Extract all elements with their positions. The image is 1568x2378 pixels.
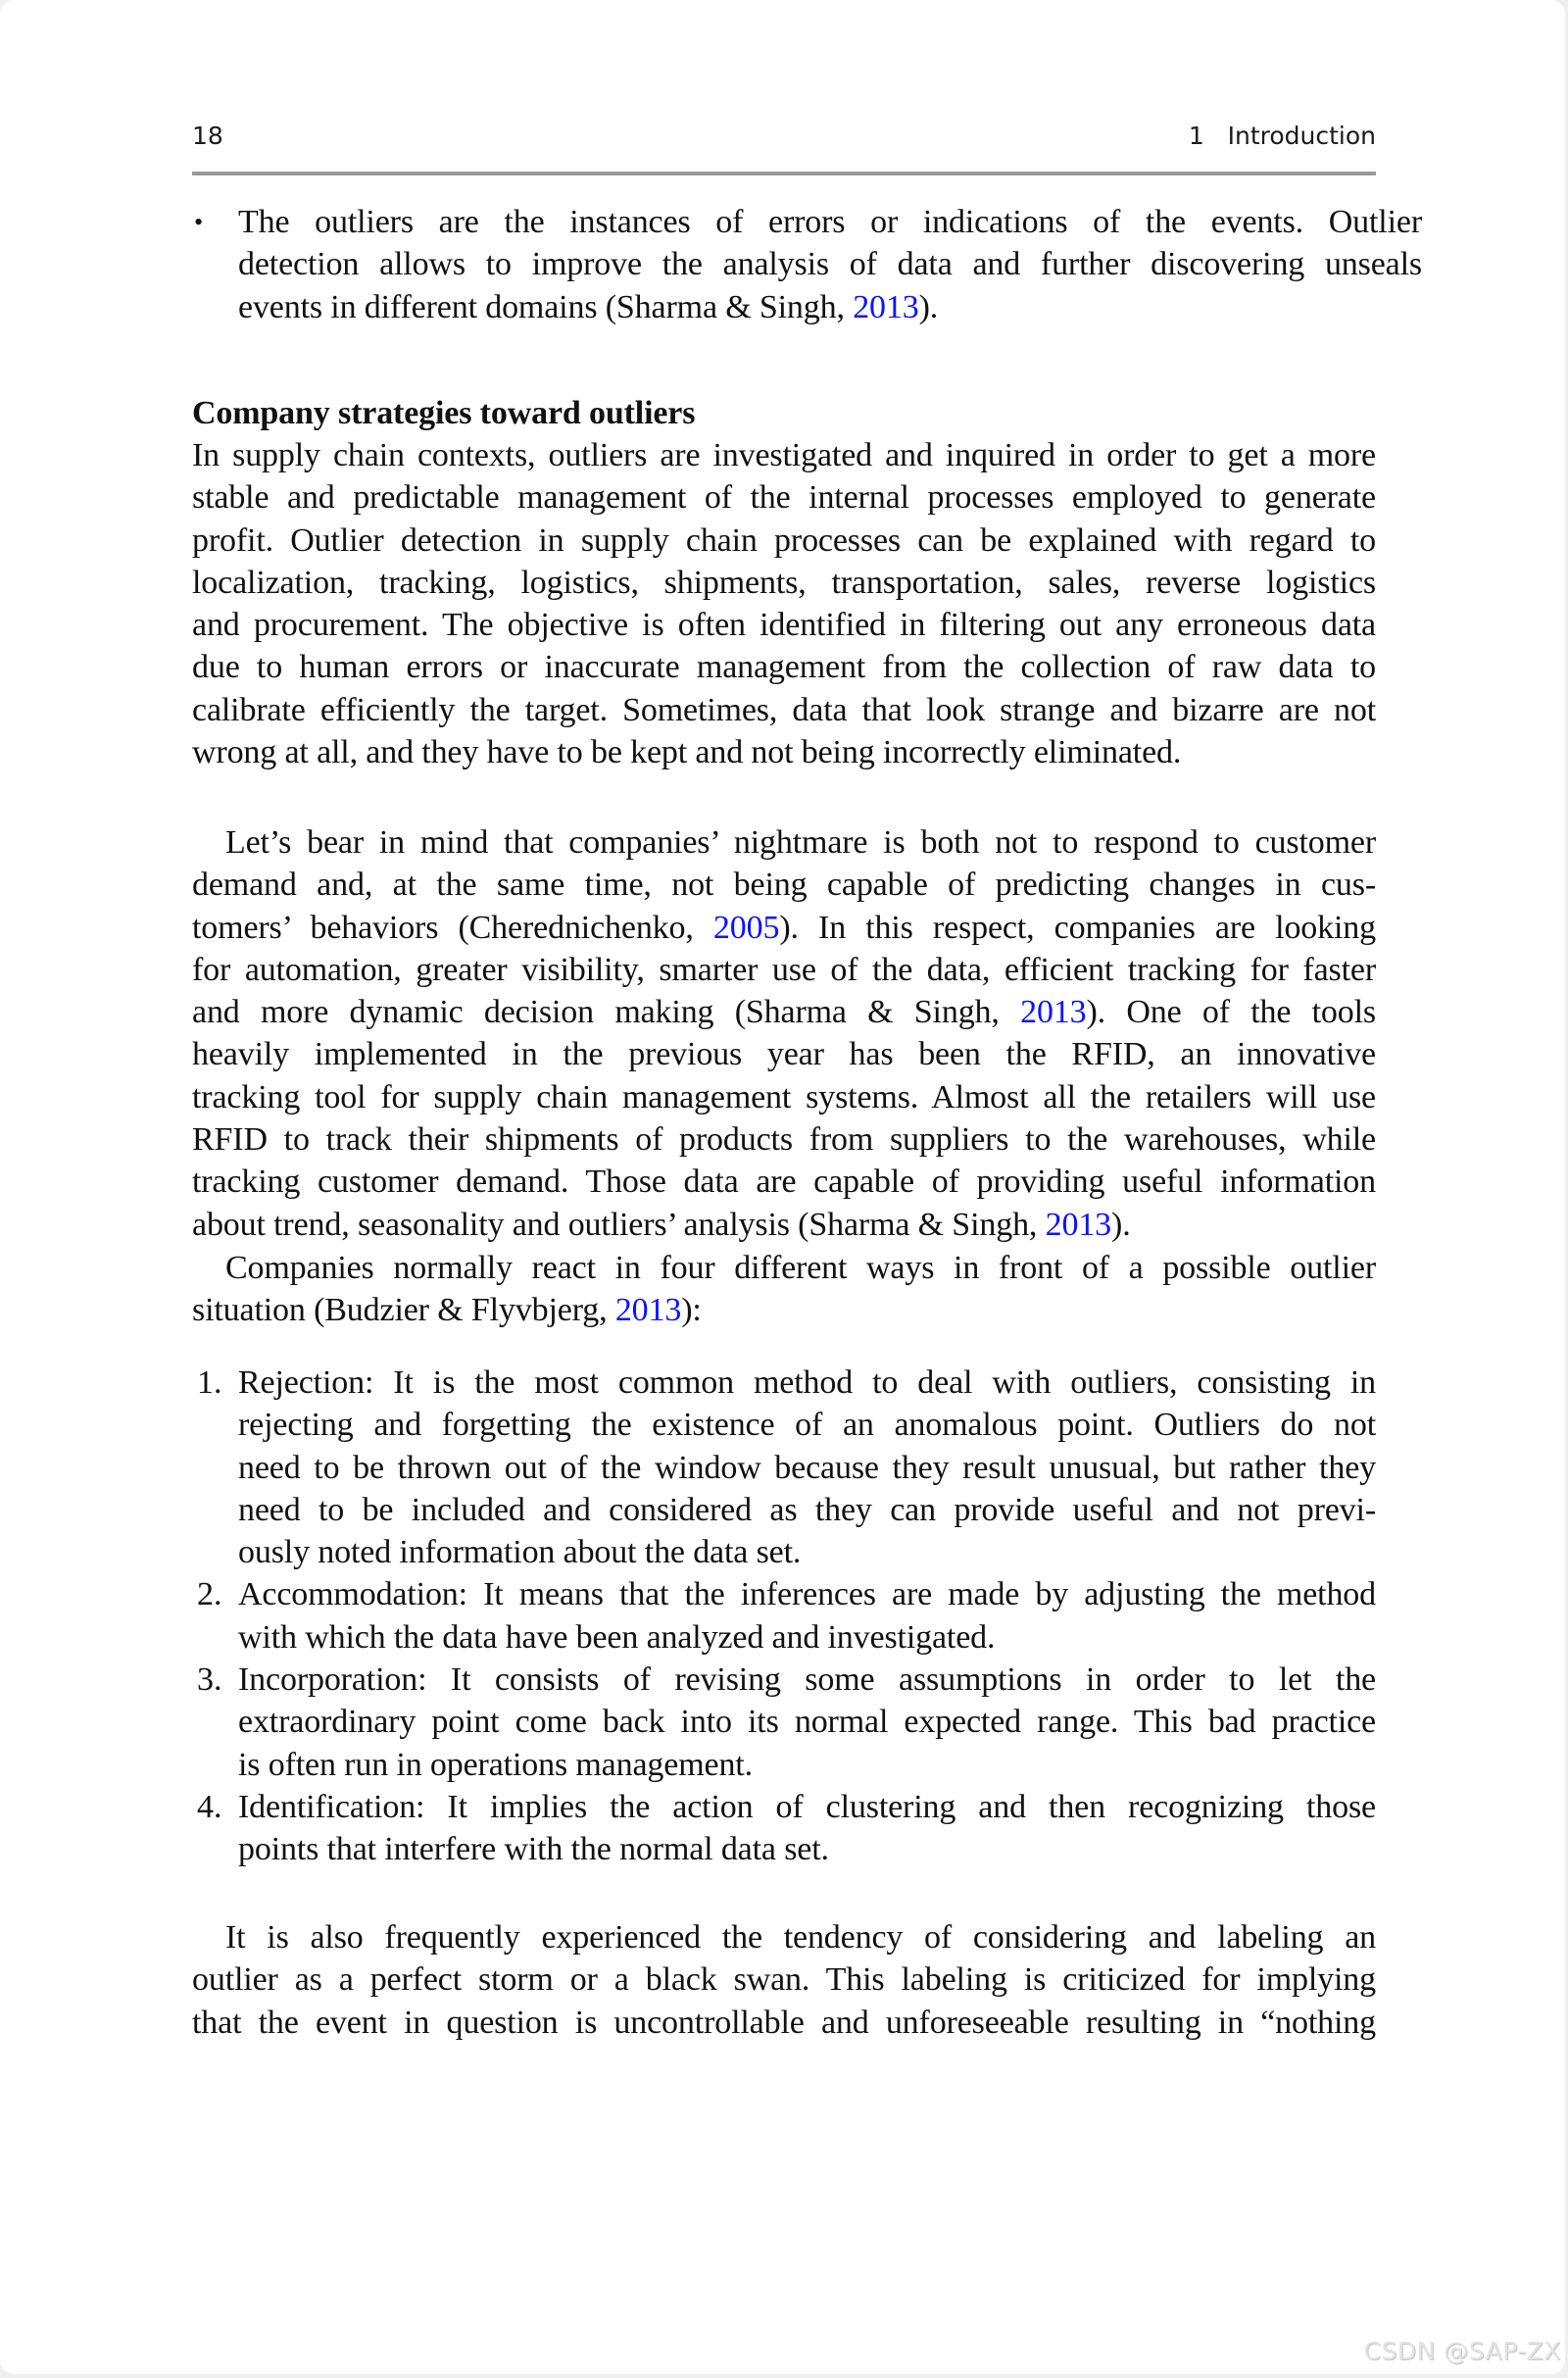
citation-link[interactable]: 2013	[1020, 994, 1087, 1031]
list-item-number: 3.	[197, 1661, 222, 1699]
text-line: Incorporation: It consists of revising some assumptions in order to let the	[238, 1661, 1376, 1699]
list-item-text	[238, 1362, 1376, 1573]
text-line: need to be thrown out of the window because they result unusual, but rather they	[238, 1449, 1376, 1486]
text-line: that the event in question is uncontrollable and unforeseeable resulting in “nothing	[192, 2004, 1376, 2041]
text-line: localization, tracking, logistics, shipments, transportation, sales, reverse logistics	[192, 564, 1376, 601]
chapter-title: 1 Introduction	[1188, 122, 1376, 150]
text-line: Identification: It implies the action of clustering and then recognizing those	[238, 1788, 1376, 1825]
text-line: calibrate efficiently the target. Sometimes, data that look strange and bizarre are not	[192, 691, 1376, 728]
text-line: points that interfere with the normal data set.	[238, 1831, 829, 1868]
bullet-item	[192, 201, 1422, 328]
paragraph-2	[192, 821, 1376, 1246]
text-line: for automation, greater visibility, smarter use of the data, efficient tracking for faster	[192, 951, 1376, 988]
text-line: rejecting and forgetting the existence of an anomalous point. Outliers do not	[238, 1407, 1376, 1444]
paragraph-2-text	[192, 821, 1376, 1246]
text-line: stable and predictable management of the internal processes employed to generate	[192, 479, 1376, 517]
text-line: In supply chain contexts, outliers are investigated and inquired in order to get a more	[192, 437, 1376, 473]
list-item	[192, 1786, 1376, 1871]
paragraph-1	[192, 434, 1376, 773]
text-line: tomers’ behaviors (Cherednichenko, 2005). In this respect, companies are looking	[192, 909, 1376, 946]
citation-link[interactable]: 2013	[1045, 1206, 1112, 1243]
text-line: Accommodation: It means that the inferences are made by adjusting the method	[238, 1576, 1376, 1613]
text-line: detection allows to improve the analysis of data and further discovering unseals	[238, 246, 1422, 283]
paragraph-3	[192, 1247, 1376, 1332]
watermark: CSDN @SAP-ZX	[1363, 2337, 1561, 2365]
list-item-text	[238, 1659, 1376, 1786]
text-line: need to be included and considered as they can provide useful and not previ-	[238, 1491, 1376, 1528]
list-item	[192, 1362, 1376, 1573]
list-item-text	[238, 1786, 1376, 1871]
header-rule	[192, 172, 1376, 175]
bullet-item-text	[238, 201, 1422, 328]
text-line: heavily implemented in the previous year has been the RFID, an innovative	[192, 1036, 1376, 1073]
text-line: RFID to track their shipments of products from suppliers to the warehouses, while	[192, 1121, 1376, 1159]
citation-link[interactable]: 2013	[853, 288, 919, 325]
list-item	[192, 1659, 1376, 1786]
text-line: The outliers are the instances of errors or indications of the events. Outlier	[238, 204, 1422, 240]
page-number: 18	[192, 122, 223, 150]
text-line: wrong at all, and they have to be kept and not being incorrectly eliminated.	[192, 734, 1182, 771]
list-item-number: 4.	[197, 1788, 222, 1825]
text-line: It is also frequently experienced the tendency of considering and labeling an	[225, 1919, 1376, 1956]
text-line: and more dynamic decision making (Sharma & Singh, 2013). One of the tools	[192, 994, 1376, 1031]
numbered-list	[192, 1362, 1376, 1871]
running-head	[192, 122, 1376, 161]
text-line: is often run in operations management.	[238, 1746, 753, 1783]
text-line: events in different domains (Sharma & Singh, 2013).	[238, 288, 939, 325]
paragraph-4	[192, 1916, 1376, 2044]
text-line: outlier as a perfect storm or a black swan. This labeling is criticized for implying	[192, 1961, 1376, 1999]
citation-link[interactable]: 2013	[614, 1292, 682, 1329]
text-line: Companies normally react in four different ways in front of a possible outlier	[225, 1250, 1376, 1286]
text-line: extraordinary point come back into its normal expected range. This bad practice	[238, 1704, 1376, 1741]
bullet-icon: •	[194, 208, 204, 236]
paragraph-3-text	[192, 1247, 1376, 1332]
text-line: tracking customer demand. Those data are capable of providing useful information	[192, 1164, 1376, 1201]
text-line: due to human errors or inaccurate management from the collection of raw data to	[192, 649, 1376, 686]
list-item-text	[238, 1573, 1376, 1659]
text-line: profit. Outlier detection in supply chain processes can be explained with regard to	[192, 521, 1376, 559]
text-line: Let’s bear in mind that companies’ nightmare is both not to respond to customer	[225, 824, 1376, 861]
paragraph-1-text	[192, 434, 1376, 773]
citation-link[interactable]: 2005	[712, 909, 780, 946]
text-line: situation (Budzier & Flyvbjerg, 2013):	[192, 1292, 702, 1329]
text-line: demand and, at the same time, not being capable of predicting changes in cus-	[192, 867, 1376, 904]
text-line: tracking tool for supply chain management systems. Almost all the retailers will use	[192, 1078, 1376, 1115]
section-heading: Company strategies toward outliers	[192, 395, 696, 431]
text-line: about trend, seasonality and outliers’ analysis (Sharma & Singh, 2013).	[192, 1206, 1131, 1243]
list-item-number: 1.	[197, 1364, 222, 1401]
list-item	[192, 1573, 1376, 1659]
text-line: and procurement. The objective is often identified in filtering out any erroneous data	[192, 607, 1376, 644]
section-heading-block	[192, 392, 1376, 434]
text-line: ously noted information about the data set.	[238, 1534, 802, 1571]
text-line: with which the data have been analyzed and investigated.	[238, 1618, 996, 1656]
list-item-number: 2.	[197, 1576, 222, 1613]
paragraph-4-text	[192, 1916, 1376, 2044]
text-line: Rejection: It is the most common method to deal with outliers, consisting in	[238, 1364, 1376, 1401]
